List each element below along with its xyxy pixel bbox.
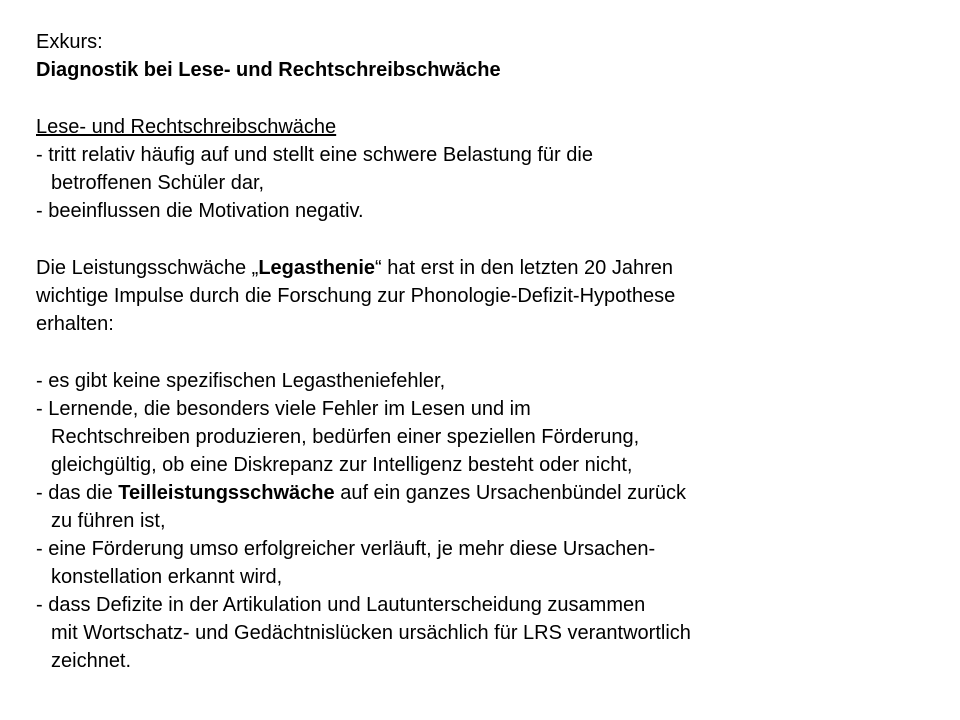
paragraph-line: wichtige Impulse durch die Forschung zur Phonologie-Defizit-Hypothese (36, 285, 676, 307)
bullet-line: - es gibt keine spezifischen Legastheniefehler, (36, 370, 446, 392)
term-legasthenie: Legasthenie (258, 257, 376, 279)
bullet-line: - tritt relativ häufig auf und stellt eine schwere Belastung für die (36, 144, 593, 166)
bullet-continuation: gleichgültig, ob eine Diskrepanz zur Intelligenz besteht oder nicht, (51, 454, 633, 476)
term-teilleistungsschwaeche: Teilleistungsschwäche (118, 482, 335, 504)
bullet-continuation: zu führen ist, (51, 510, 166, 532)
bullet-line (36, 479, 936, 507)
document-body (36, 28, 936, 675)
bullet-line: - beeinflussen die Motivation negativ. (36, 200, 364, 222)
bullet-continuation: konstellation erkannt wird, (51, 566, 283, 588)
bullet-line: - eine Förderung umso erfolgreicher verläuft, je mehr diese Ursachen- (36, 538, 656, 560)
bullet-continuation: zeichnet. (51, 650, 132, 672)
section-subheading: Lese- und Rechtschreibschwäche (36, 116, 337, 138)
bullet-line: - dass Defizite in der Artikulation und Lautunterscheidung zusammen (36, 594, 646, 616)
bullet-text: auf ein ganzes Ursachenbündel zurück (334, 482, 686, 504)
page-title: Diagnostik bei Lese- und Rechtschreibschwäche (36, 59, 501, 81)
spacer (36, 225, 936, 254)
paragraph-text: “ hat erst in den letzten 20 Jahren (375, 257, 674, 279)
bullet-continuation: betroffenen Schüler dar, (51, 172, 265, 194)
bullet-line: - Lernende, die besonders viele Fehler im Lesen und im (36, 398, 531, 420)
spacer (36, 338, 936, 367)
bullet-continuation: mit Wortschatz- und Gedächtnislücken ursächlich für LRS verantwortlich (51, 622, 691, 644)
kicker-text: Exkurs: (36, 31, 103, 53)
bullet-text: - das die (36, 482, 119, 504)
bullet-continuation: Rechtschreiben produzieren, bedürfen einer speziellen Förderung, (51, 426, 640, 448)
paragraph-line (36, 254, 936, 282)
spacer (36, 84, 936, 113)
paragraph-line: erhalten: (36, 313, 114, 335)
paragraph-text: Die Leistungsschwäche „ (36, 257, 259, 279)
